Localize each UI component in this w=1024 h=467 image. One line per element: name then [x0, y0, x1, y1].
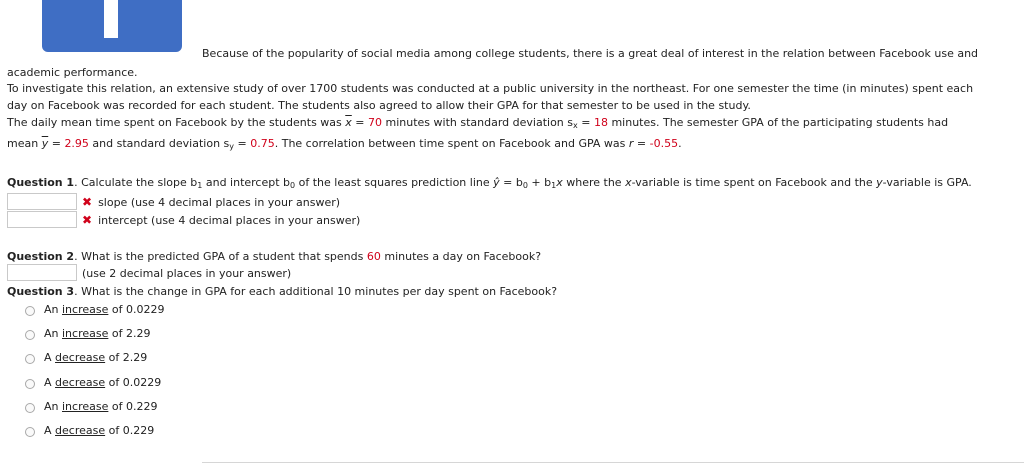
- intro-line-2: academic performance.: [7, 66, 138, 79]
- subscript: y: [229, 142, 235, 151]
- text: =: [351, 116, 368, 129]
- text: minutes with standard deviation s: [382, 116, 573, 129]
- r-value: -0.55: [649, 137, 679, 150]
- subscript: x: [573, 121, 578, 130]
- text: minutes. The semester GPA of the participating students had: [607, 116, 949, 129]
- keyword: decrease: [55, 376, 106, 389]
- text: and standard deviation s: [88, 137, 230, 150]
- y-bar-symbol: $\overline{y}$: [41, 137, 49, 150]
- radio-option-3[interactable]: [25, 354, 35, 364]
- text: of 0.0229: [105, 376, 162, 389]
- text: =: [577, 116, 594, 129]
- text: =: [633, 137, 650, 150]
- option-3-label[interactable]: [44, 351, 147, 364]
- text: . What is the change in GPA for each additional 10 minutes per day spent on Facebook?: [74, 285, 558, 298]
- text: . The correlation between time spent on Facebook and GPA was: [274, 137, 629, 150]
- text: A: [44, 376, 56, 389]
- x-bar-symbol: $\overline{x}$: [345, 116, 352, 129]
- intro-line-3: To investigate this relation, an extensive study of over 1700 students was conducted at a public university in the northeast. For one semester the time (in minutes) spent each: [7, 82, 974, 95]
- question-3-prompt: [7, 285, 557, 298]
- text: of 0.0229: [108, 303, 165, 316]
- incorrect-x-icon: ✖: [82, 195, 93, 209]
- radio-option-1[interactable]: [25, 306, 35, 316]
- text: =: [48, 137, 65, 150]
- radio-option-4[interactable]: [25, 379, 35, 389]
- y-mean-value: 2.95: [64, 137, 89, 150]
- intro-line-5: [7, 116, 948, 129]
- text: An: [44, 327, 62, 340]
- keyword: decrease: [55, 424, 106, 437]
- text: The daily mean time spent on Facebook by the students was: [7, 116, 346, 129]
- question-2-prompt: [7, 250, 541, 263]
- subscript: 1: [551, 181, 557, 190]
- radio-option-2[interactable]: [25, 330, 35, 340]
- text: = b: [499, 176, 523, 189]
- text: -variable is GPA.: [882, 176, 972, 189]
- subscript: 0: [522, 181, 528, 190]
- text: =: [234, 137, 251, 150]
- text: A: [44, 424, 56, 437]
- option-1-label[interactable]: [44, 303, 164, 316]
- intercept-hint: intercept (use 4 decimal places in your answer): [98, 214, 361, 227]
- text: of 2.29: [108, 327, 151, 340]
- text: + b: [527, 176, 552, 189]
- x-mean-value: 70: [368, 116, 382, 129]
- text: . What is the predicted GPA of a student that spends: [74, 250, 367, 263]
- option-5-label[interactable]: [44, 400, 157, 413]
- incorrect-x-icon: ✖: [82, 213, 93, 227]
- text: -variable is time spent on Facebook and the: [631, 176, 877, 189]
- text: where the: [562, 176, 626, 189]
- text: of 2.29: [105, 351, 148, 364]
- text: . Calculate the slope b: [74, 176, 198, 189]
- keyword: decrease: [55, 351, 106, 364]
- question-1-label: Question 1: [7, 176, 75, 189]
- question-1-prompt: [7, 176, 972, 189]
- predicted-gpa-input[interactable]: [7, 264, 77, 281]
- text: An: [44, 303, 62, 316]
- predicted-gpa-hint: (use 2 decimal places in your answer): [82, 267, 292, 280]
- question-2-label: Question 2: [7, 250, 75, 263]
- slope-row: [82, 195, 340, 209]
- intro-line-6: [7, 137, 682, 150]
- option-4-label[interactable]: [44, 376, 161, 389]
- text: A: [44, 351, 56, 364]
- logo-mark: [104, 0, 118, 38]
- text: mean: [7, 137, 42, 150]
- radio-option-5[interactable]: [25, 403, 35, 413]
- slope-input[interactable]: [7, 193, 77, 210]
- option-6-label[interactable]: [44, 424, 154, 437]
- text: of 0.229: [105, 424, 155, 437]
- radio-option-6[interactable]: [25, 427, 35, 437]
- text: .: [678, 137, 682, 150]
- text: of 0.229: [108, 400, 158, 413]
- slope-hint: slope (use 4 decimal places in your answer): [98, 196, 341, 209]
- intercept-row: [82, 213, 360, 227]
- divider: [202, 462, 1024, 463]
- intro-line-4: day on Facebook was recorded for each student. The students also agreed to allow their GPA for that semester to be used in the study.: [7, 99, 751, 112]
- option-2-label[interactable]: [44, 327, 150, 340]
- y-symbol: y: [876, 176, 883, 189]
- minutes-value: 60: [366, 250, 381, 263]
- keyword: increase: [62, 303, 109, 316]
- x-symbol: x: [625, 176, 632, 189]
- intro-line-1: Because of the popularity of social media among college students, there is a great deal of interest in the relation between Facebook use and: [202, 47, 979, 60]
- text: of the least squares prediction line: [295, 176, 494, 189]
- x-symbol: x: [556, 176, 563, 189]
- question-3-label: Question 3: [7, 285, 75, 298]
- text: An: [44, 400, 62, 413]
- subscript: 0: [290, 181, 296, 190]
- y-hat-symbol: ŷ: [493, 176, 500, 189]
- r-symbol: r: [628, 137, 634, 150]
- text: and intercept b: [202, 176, 291, 189]
- keyword: increase: [62, 327, 109, 340]
- sy-value: 0.75: [250, 137, 275, 150]
- subscript: 1: [197, 181, 203, 190]
- logo-image: [42, 0, 182, 52]
- text: minutes a day on Facebook?: [380, 250, 542, 263]
- keyword: increase: [62, 400, 109, 413]
- sx-value: 18: [593, 116, 608, 129]
- intercept-input[interactable]: [7, 211, 77, 228]
